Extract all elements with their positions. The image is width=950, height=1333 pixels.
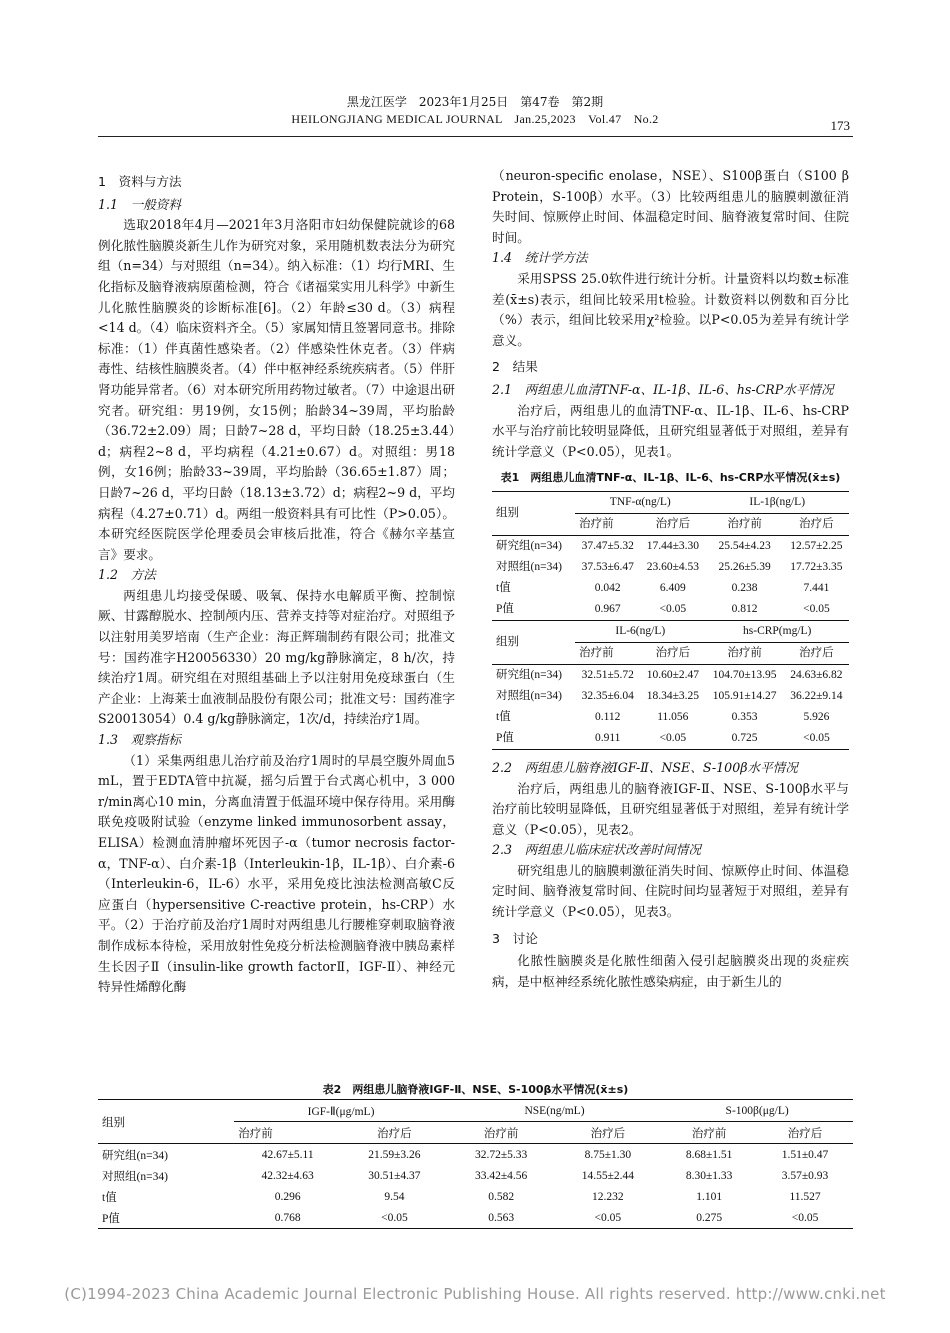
table-subheader: 治疗后 bbox=[590, 1127, 626, 1140]
table-row: 研究组(n=34) 37.47±5.32 17.44±3.30 25.54±4.23 12.57±2.25 bbox=[492, 535, 849, 557]
section-2-1-heading: 2.1 两组患儿血清TNF-α、IL-1β、IL-6、hs-CRP水平情况 bbox=[492, 381, 834, 397]
table-header: IL-6(ng/L) bbox=[575, 620, 705, 642]
paragraph-discussion: 化脓性脑膜炎是化脓性细菌入侵引起脑膜炎出现的炎症疾病，是中枢神经系统化脓性感染病症，由于新生儿的 bbox=[492, 953, 849, 989]
table-subheader: 治疗前 bbox=[727, 647, 762, 660]
section-2-heading: 2 结果 bbox=[492, 359, 538, 375]
table-subheader: 治疗后 bbox=[377, 1127, 412, 1140]
paragraph-observation-cont: （neuron-specific enolase，NSE）、S100β蛋白（S100 β Protein，S-100β）水平。（3）比较两组患儿的脑膜刺激征消失时间、惊厥停止时间、体温稳定时间、脑脊液复常时间、住院时间。 bbox=[492, 168, 849, 245]
table-subheader: 治疗前 bbox=[238, 1127, 273, 1140]
section-2-3-heading: 2.3 两组患儿临床症状改善时间情况 bbox=[492, 842, 701, 858]
journal-header-en: HEILONGJIANG MEDICAL JOURNAL Jan.25,2023 Vol.47 No.2 bbox=[291, 112, 659, 126]
table-subheader: 治疗前 bbox=[727, 518, 762, 531]
page-number: 173 bbox=[830, 118, 850, 133]
section-2-2-heading: 2.2 两组患儿脑脊液IGF-Ⅱ、NSE、S-100β水平情况 bbox=[492, 759, 798, 775]
copyright-footer: (C)1994-2023 China Academic Journal Electronic Publishing House. All rights reserved. http://www.cnki.net bbox=[64, 1285, 886, 1303]
table-2 bbox=[98, 1099, 853, 1229]
paragraph-result-symptoms: 研究组患儿的脑膜刺激征消失时间、惊厥停止时间、体温稳定时间、脑脊液复常时间、住院时间均显著短于对照组，差异有统计学意义（P<0.05），见表3。 bbox=[492, 862, 849, 920]
section-1-4-heading: 1.4 统计学方法 bbox=[492, 250, 588, 266]
table-2-caption: 表2 两组患儿脑脊液IGF-Ⅱ、NSE、S-100β水平情况(x̄±s) bbox=[322, 1083, 629, 1096]
table-subheader: 治疗后 bbox=[787, 1127, 823, 1140]
paragraph-statistics: 采用SPSS 25.0软件进行统计分析。计量资料以均数±标准差(x̄±s)表示，组间比较采用t检验。计数资料以例数和百分比（%）表示，组间比较采用χ²检验。以P<0.05为差异有统计学意义。 bbox=[492, 270, 849, 348]
table-header: hs-CRP(mg/L) bbox=[705, 620, 849, 642]
table-subheader: 治疗前 bbox=[483, 1127, 519, 1140]
section-1-heading: 1 资料与方法 bbox=[98, 174, 182, 189]
paragraph-result-csf: 治疗后，两组患儿的脑脊液IGF-Ⅱ、NSE、S-100β水平与治疗前比较明显降低，且研究组显著低于对照组，差异有统计学意义（P<0.05），见表2。 bbox=[492, 780, 849, 837]
header-rule bbox=[98, 136, 853, 137]
table-header-group: 组别 bbox=[492, 620, 575, 664]
table-row: P值 0.967 <0.05 0.812 <0.05 bbox=[496, 603, 830, 616]
table-row: t值 0.112 11.056 0.353 5.926 bbox=[496, 711, 830, 724]
table-header: NSE(ng/mL) bbox=[448, 1100, 661, 1122]
table-subheader: 治疗前 bbox=[579, 647, 614, 660]
table-subheader: 治疗前 bbox=[579, 518, 614, 531]
table-header: TNF-α(ng/L) bbox=[575, 491, 705, 513]
table-subheader: 治疗后 bbox=[655, 518, 691, 531]
table-subheader: 治疗后 bbox=[655, 647, 691, 660]
table-header: S-100β(μg/L) bbox=[661, 1100, 853, 1122]
right-column bbox=[492, 166, 849, 992]
table-header-group: 组别 bbox=[492, 491, 575, 535]
table-row: P值 0.911 <0.05 0.725 <0.05 bbox=[492, 728, 849, 750]
running-header bbox=[0, 94, 950, 128]
paragraph-observation: （1）采集两组患儿治疗前及治疗1周时的早晨空腹外周血5 mL，置于EDTA管中抗凝，摇匀后置于台式离心机中，3 000 r/min离心10 min，分离血清置于低温环境中保存待用。采用酶联免疫吸附试验（enzyme linked immunosorbent assay，ELISA）检测血清肿瘤坏死因子-α（tumor necrosis factor-α，TNF-α）、白介素-1β（Interleukin-1β，IL-1β）、白介素-6（Interleukin-6，IL-6）水平，采用免疫比浊法检测高敏C反应蛋白（hypersensitive C-reactive protein，hs-CRP）水平。（2）于治疗前及治疗1周时对两组患儿行腰椎穿刺取脑脊液制作成标本待检，采用放射性免疫分析法检测脑脊液中胰岛素样生长因子Ⅱ（insulin-like growth factorⅡ，IGF-Ⅱ）、神经元特异性烯醇化酶 bbox=[98, 752, 455, 995]
table-row: 对照组(n=34) 37.53±6.47 23.60±4.53 25.26±5.39 17.72±3.35 bbox=[496, 561, 843, 574]
table-1 bbox=[492, 491, 849, 750]
paragraph-methods: 两组患儿均接受保暖、吸氧、保持水电解质平衡、控制惊厥、甘露醇脱水、控制颅内压、营养支持等对症治疗。对照组予以注射用美罗培南（生产企业：海正辉瑞制药有限公司；批准文号：国药准字H20056330）20 mg/kg静脉滴定，8 h/次，持续治疗1周。研究组在对照组基础上予以注射用免疫球蛋白（生产企业：上海莱士血液制品股份有限公司；批准文号：国药准字S20013054）0.4 g/kg静脉滴定，1次/d，持续治疗1周。 bbox=[98, 587, 455, 727]
table-header-group: 组别 bbox=[98, 1100, 234, 1144]
section-1-1-heading: 1.1 一般资料 bbox=[98, 196, 181, 212]
section-1-3-heading: 1.3 观察指标 bbox=[98, 732, 181, 748]
table-row: 研究组(n=34) 42.67±5.11 21.59±3.26 32.72±5.33 8.75±1.30 8.68±1.51 1.51±0.47 bbox=[98, 1144, 853, 1166]
left-column bbox=[98, 166, 455, 998]
table-subheader: 治疗后 bbox=[799, 518, 834, 531]
table-1-caption: 表1 两组患儿血清TNF-α、IL-1β、IL-6、hs-CRP水平情况(x̄±s) bbox=[500, 471, 841, 485]
table-subheader: 治疗后 bbox=[799, 647, 834, 660]
table-subheader: 治疗前 bbox=[691, 1127, 727, 1140]
table-row: P值 0.768 <0.05 0.563 <0.05 0.275 <0.05 bbox=[98, 1207, 853, 1229]
section-3-heading: 3 讨论 bbox=[492, 930, 538, 946]
table-header: IL-1β(ng/L) bbox=[705, 491, 849, 513]
table-row: t值 0.296 9.54 0.582 12.232 1.101 11.527 bbox=[102, 1190, 821, 1204]
paragraph-general-data: 选取2018年4月—2021年3月洛阳市妇幼保健院就诊的68例化脓性脑膜炎新生儿作为研究对象，采用随机数表法分为研究组（n=34）与对照组（n=34）。纳入标准：（1）均行MRI、生化指标及脑脊液病原菌检测，符合《诸福棠实用儿科学》中新生儿化脓性脑膜炎的诊断标准[6]。（2）年龄≤30 d。（3）病程<14 d。（4）临床资料齐全。（5）家属知情且签署同意书。排除标准：（1）伴真菌性感染者。（2）伴感染性休克者。（3）伴病毒性、结核性脑膜炎者。（4）伴中枢神经系统疾病者。（5）伴肝肾功能异常者。（6）对本研究所用药物过敏者。（7）中途退出研究者。研究组：男19例，女15例；胎龄34~39周，平均胎龄（36.72±2.09）周；日龄7~28 d，平均日龄（18.25±3.44）d；病程2~8 d，平均病程（4.21±0.67）d。对照组：男18例，女16例；胎龄33~39周，平均胎龄（36.65±1.87）周；日龄7~26 d，平均日龄（18.13±3.72）d；病程2~9 d，平均病程（4.27±0.71）d。两组一般资料具有可比性（P>0.05）。本研究经医院医学伦理委员会审核后批准，符合《赫尔辛基宣言》要求。 bbox=[98, 217, 455, 562]
table-2-block bbox=[98, 1075, 853, 1229]
section-1-2-heading: 1.2 方法 bbox=[98, 567, 156, 583]
table-row: t值 0.042 6.409 0.238 7.441 bbox=[496, 582, 830, 595]
table-row: 对照组(n=34) 32.35±6.04 18.34±3.25 105.91±14.27 36.22±9.14 bbox=[496, 690, 843, 703]
table-row: 对照组(n=34) 42.32±4.63 30.51±4.37 33.42±4.56 14.55±2.44 8.30±1.33 3.57±0.93 bbox=[102, 1169, 829, 1183]
journal-header-cn: 黑龙江医学 2023年1月25日 第47卷 第2期 bbox=[346, 95, 604, 109]
paragraph-result-serum: 治疗后，两组患儿的血清TNF-α、IL-1β、IL-6、hs-CRP水平与治疗前比较明显降低，且研究组显著低于对照组，差异有统计学意义（P<0.05），见表1。 bbox=[492, 402, 849, 459]
table-row: 研究组(n=34) 32.51±5.72 10.60±2.47 104.70±13.95 24.63±6.82 bbox=[492, 664, 849, 686]
table-header: IGF-Ⅱ(μg/mL) bbox=[234, 1100, 447, 1122]
